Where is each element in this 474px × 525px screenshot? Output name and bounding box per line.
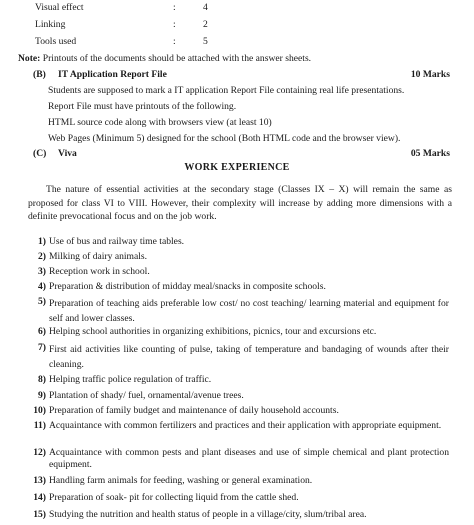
section-b-label: (B) [33,69,46,80]
score-label: Visual effect [35,2,84,13]
item-text: Acquaintance with common pests and plant diseases and use of simple chemical and plant protection equipment. [49,447,449,470]
item-text: Preparation of teaching aids preferable low cost/ no cost teaching/ learning material and equipment for self and lower classes. [49,298,449,324]
section-b-line: HTML source code along with browsers view (at least 10) [48,117,272,128]
item-number: 1) [38,236,46,247]
note-text: Printouts of the documents should be attached with the answer sheets. [42,53,312,64]
item-number: 11) [33,420,46,431]
score-label: Tools used [35,36,77,47]
item-number: 4) [38,281,46,292]
section-c-marks: 05 Marks [410,148,450,159]
work-experience-heading: WORK EXPERIENCE [184,162,290,173]
section-b-marks: 10 Marks [410,69,450,80]
section-b-line: Students are supposed to mark a IT application Report File containing real life presentations. [48,85,405,96]
item-number: 5) [38,296,46,307]
score-value: 4 [203,2,208,13]
item-text: Plantation of shady/ fuel, ornamental/avenue trees. [49,390,244,401]
item-text: Helping school authorities in organizing exhibitions, picnics, tour and excursions etc. [49,326,377,337]
score-colon: : [173,2,176,13]
item-text: Reception work in school. [49,266,150,277]
item-text: Handling farm animals for feeding, washing or general examination. [49,475,313,486]
section-b-line: Web Pages (Minimum 5) designed for the school (Both HTML code and the browser view). [48,133,401,144]
item-number: 9) [38,390,46,401]
section-c-label: (C) [33,148,47,159]
item-number: 8) [38,374,46,385]
item-number: 2) [38,251,46,262]
item-number: 12) [33,447,46,458]
score-colon: : [173,36,176,47]
item-text: First aid activities like counting of pulse, taking of temperature and bandaging of wounds after their cleaning. [49,344,449,370]
score-value: 5 [203,36,208,47]
item-number: 3) [38,266,46,277]
score-value: 2 [203,19,208,30]
item-number: 6) [38,326,46,337]
note-label: Note: [18,53,41,64]
note [18,53,311,64]
item-number: 13) [33,475,46,486]
intro-paragraph: The nature of essential activities at the secondary stage (Classes IX – X) will remain the same as proposed for class VI to VIII. However, their complexity will increase by adding more dimensions with a definite prevocational focus and on the job work. [28,184,452,222]
item-number: 10) [33,405,46,416]
item-number: 14) [33,492,46,503]
item-text: Use of bus and railway time tables. [49,236,185,247]
item-number: 15) [33,509,46,520]
item-number: 7) [38,342,46,353]
item-text: Helping traffic police regulation of traffic. [49,374,212,385]
item-text: Acquaintance with common fertilizers and practices and their application with appropriate equipment. [49,420,442,431]
score-colon: : [173,19,176,30]
section-b-title: IT Application Report File [58,69,167,80]
item-text: Milking of dairy animals. [49,251,148,262]
item-text: Preparation of soak- pit for collecting liquid from the cattle shed. [49,492,299,503]
section-b-line: Report File must have printouts of the following. [48,101,237,112]
score-label: Linking [35,19,66,30]
item-text: Preparation & distribution of midday meal/snacks in composite schools. [49,281,326,292]
item-text: Preparation of family budget and maintenance of daily household accounts. [49,405,339,416]
item-text: Studying the nutrition and health status of people in a village/city, slum/tribal area. [49,509,367,520]
section-c-title: Viva [58,148,77,159]
